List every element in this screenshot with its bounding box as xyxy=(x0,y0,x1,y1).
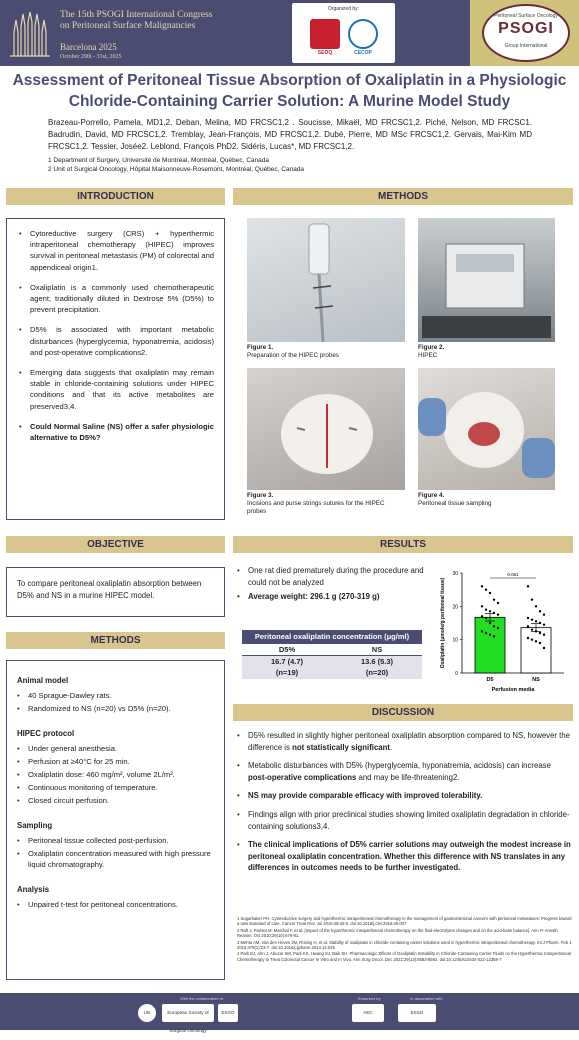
methods-bullet: • 40 Sprague-Dawley rats. xyxy=(17,690,214,701)
affiliations xyxy=(48,156,532,174)
methods-bullet: • Oxaliplatin dose: 460 mg/m², volume 2L/m². xyxy=(17,769,214,780)
data-point xyxy=(531,628,533,630)
header-banner xyxy=(0,0,579,66)
data-point xyxy=(497,627,499,629)
x-axis-label: Perfusion media xyxy=(491,687,535,693)
intro-bullet: • D5% is associated with important metabolic disturbances (hyperglycemia, hyponatremia, acidosis) and post-operative complications2. xyxy=(19,324,214,358)
data-point xyxy=(535,640,537,642)
methods-bullet: • Under general anesthesia. xyxy=(17,743,214,754)
results-header: RESULTS xyxy=(233,536,573,553)
methods-left-header: METHODS xyxy=(6,632,225,649)
figure-3-caption xyxy=(247,492,405,516)
methods-bullet: • Unpaired t-test for peritoneal concentrations. xyxy=(17,899,214,910)
data-point xyxy=(531,598,533,600)
methods-bullet: • Closed circuit perfusion. xyxy=(17,795,214,806)
association-label: In association with xyxy=(410,996,443,1001)
data-point xyxy=(543,633,545,635)
data-point xyxy=(497,613,499,615)
data-point xyxy=(493,612,495,614)
y-tick-label: 0 xyxy=(455,671,458,677)
data-point xyxy=(543,613,545,615)
results-bullet: • One rat died prematurely during the procedure and could not be analyzed xyxy=(237,565,427,588)
footer-banner xyxy=(0,993,579,1033)
figure-1-photo xyxy=(247,218,405,342)
data-point xyxy=(489,622,491,624)
figure-1-text: Preparation of the HIPEC probes xyxy=(247,352,340,359)
data-point xyxy=(539,622,541,624)
bar-ns xyxy=(521,628,551,673)
figure-2-label: Figure 2. xyxy=(418,344,445,351)
methods-box xyxy=(6,660,225,980)
cecop-logo xyxy=(348,19,378,49)
discussion-header: DISCUSSION xyxy=(233,704,573,721)
x-tick-label: NS xyxy=(532,677,540,683)
organized-by-label: Organized by: xyxy=(327,6,360,12)
introduction-header: INTRODUCTION xyxy=(6,188,225,205)
intro-question: • Could Normal Saline (NS) offer a safer physiologic alternative to D5%? xyxy=(19,421,214,443)
figure-3-label: Figure 3. xyxy=(247,492,274,499)
esgo-logo: ESGO xyxy=(218,1004,238,1022)
figure-2-photo xyxy=(418,218,555,342)
data-point xyxy=(535,620,537,622)
discussion-bullet: • Findings align with prior preclinical studies showing limited oxaliplatin degradation in chloride-containing solutions3,4. xyxy=(237,809,572,832)
y-tick-label: 10 xyxy=(452,637,458,644)
data-point xyxy=(527,637,529,639)
data-point xyxy=(539,632,541,634)
figure-2-text: HIPEC xyxy=(418,352,438,359)
psogi-top-text: Peritoneal Surface Oncology xyxy=(494,13,558,19)
ub-logo: UB xyxy=(138,1004,156,1022)
esso-society-logo: European Society of Surgical Oncology xyxy=(162,1004,214,1022)
figure-1-caption xyxy=(247,344,405,360)
references xyxy=(237,916,572,963)
data-point xyxy=(531,638,533,640)
psogi-bottom-text: Group International xyxy=(504,43,548,49)
table-col-d5: D5% xyxy=(242,644,332,656)
results-bullet: • Average weight: 296.1 g (270-319 g) xyxy=(237,591,427,603)
methods-right-header: METHODS xyxy=(233,188,573,205)
oxaliplatin-bar-chart xyxy=(432,565,572,700)
data-point xyxy=(489,592,491,594)
intro-bullet: • Oxaliplatin is a commonly used chemotherapeutic agent; traditionally diluted in Dextrose 5% (D5%) to prevent precipitation. xyxy=(19,282,214,316)
discussion-bullet: • NS may provide comparable efficacy with improved tolerability. xyxy=(237,790,572,802)
data-point xyxy=(489,633,491,635)
table-cell: (n=19) xyxy=(242,667,332,679)
objective-header: OBJECTIVE xyxy=(6,536,225,553)
data-point xyxy=(493,635,495,637)
methods-bullet: • Perfusion at ≥40°C for 25 min. xyxy=(17,756,214,767)
reference-item: 4 Park EJ, Ahn J, Abuzar SM, Park KS, Hwang SJ, Baik SH. Pharmacologic Effects of Oxaliplatin Instability in Chloride-Containing Carrier Fluids on the Hyperthermic Intraperitoneal Chemotherapy to Treat Colorectal Cancer In Vitro and In Vivo. Ann Surg Oncol. Dec 2022;29(13):8583-8592. doi:10.1245/s10434-022-12358-7 xyxy=(237,951,571,962)
psogi-acronym: PSOGI xyxy=(498,20,554,37)
analysis-title: Analysis xyxy=(17,885,50,894)
sampling-title: Sampling xyxy=(17,821,53,830)
figure-4-photo xyxy=(418,368,555,490)
seoq-label: SEOQ xyxy=(317,50,333,56)
hipec-protocol-title: HIPEC protocol xyxy=(17,729,75,738)
data-point xyxy=(489,610,491,612)
discussion-bullets xyxy=(237,730,572,881)
data-point xyxy=(535,630,537,632)
affiliation-1: 1 Department of Surgery, Université de Montréal, Montréal, Québec, Canada xyxy=(48,157,269,164)
seoq-logo xyxy=(310,19,340,49)
data-point xyxy=(485,617,487,619)
results-table xyxy=(242,630,422,679)
methods-bullet: • Oxaliplatin concentration measured with high pressure liquid chromatography. xyxy=(17,848,214,870)
figure-3-text: Incisions and purse strings sutures for the HIPEC probes xyxy=(247,500,385,515)
reference-item: 3 Mehta AM, Van den Hoven JM, Rosing H, et al. Stability of oxaliplatin in chloride-containing carrier solutions used in hyperthermic intraperitoneal chemotherapy. Int J Pharm. Feb 1 2015;479(1):23-7. doi:10.1016/j.ijpharm.2014.12.025 xyxy=(237,939,572,951)
author-list: Brazeau-Porrello, Pamela, MD1,2. Deban, Melina, MD FRCSC1,2 . Soucisse, Mikaël, MD FRCSC1,2. Piché, Nelson, MD FRCSC1. Badrudin, David, MD FRCSC1,2. Tremblay, Jean-François, MD FRCSC1,2. Dubé, Pierre, MD MSc FRCSC1,2. Gervais, Mai-Kim MD FRCSC1,2. Tessier, Josée2. Leblond, François PhD2. Sidéris, Lucas*, MD FRCSC1,2. xyxy=(48,118,532,151)
data-point xyxy=(543,647,545,649)
hipec-machine-illustration xyxy=(418,218,555,342)
figure-4-text: Peritoneal tissue sampling xyxy=(418,500,492,507)
y-tick-label: 30 xyxy=(452,571,458,577)
discussion-bullet: • Metabolic disturbances with D5% (hyperglycemia, hyponatremia, acidosis) can increase post-operative complications and may be life-threatening2. xyxy=(237,760,572,783)
table-title: Peritoneal oxaliplatin concentration (μg/ml) xyxy=(242,630,422,644)
table-col-ns: NS xyxy=(332,644,422,656)
intro-bullet: • Cytoreductive surgery (CRS) + hyperthermic intraperitoneal chemotherapy (HIPEC) improves survival in peritoneal metastasis (PM) of colorectal and appendiceal origin1. xyxy=(19,228,214,273)
tissue-sampling-illustration xyxy=(418,368,555,490)
poster-title: Assessment of Peritoneal Tissue Absorption of Oxaliplatin in a Physiologic Chloride-Containing Carrier Solution: A Murine Model Study xyxy=(12,72,567,110)
figure-4-caption xyxy=(418,492,555,508)
data-point xyxy=(539,642,541,644)
figure-1-label: Figure 1. xyxy=(247,344,274,351)
esso-logo: ESSO xyxy=(398,1004,436,1022)
congress-line-2: on Peritoneal Surface Malignancies xyxy=(60,21,196,31)
intro-bullet: • Emerging data suggests that oxaliplatin may remain stable in chloride-containing solutions under HIPEC conditions and that its active metabolites are preserved3,4. xyxy=(19,367,214,412)
bar-d5 xyxy=(475,617,505,673)
data-point xyxy=(481,615,483,617)
data-point xyxy=(543,623,545,625)
data-point xyxy=(485,632,487,634)
data-point xyxy=(481,630,483,632)
y-axis-label: Oxaliplatin (μmole/g peritoneal tissue) xyxy=(440,577,446,669)
discussion-bullet: • D5% resulted in slightly higher peritoneal oxaliplatin absorption compared to NS, however the difference is not statistically significant. xyxy=(237,730,572,753)
objective-box xyxy=(6,567,225,617)
sagrada-familia-logo xyxy=(6,12,54,58)
discussion-bullet: • The clinical implications of D5% carrier solutions may outweigh the modest increase in peritoneal oxaliplatin concentration. Whether this difference with NS translates in any differences in outcomes needs to be further investigated. xyxy=(237,839,572,874)
table-cell: (n=20) xyxy=(332,667,422,679)
data-point xyxy=(485,608,487,610)
methods-bullet: • Randomized to NS (n=20) vs D5% (n=20). xyxy=(17,703,214,714)
data-point xyxy=(481,585,483,587)
data-point xyxy=(493,598,495,600)
reference-item: 2 Raft J, Parisot M, Marchal F, et al. [Impact of the hyperthermic intraperitoneal chemotherapy on the fluid-electrolytes changes and on the acid-base balance]. Ann Fr Anesth Reanim. Oct 2010;29(10):676-81. xyxy=(237,927,558,939)
congress-line-1: The 15th PSOGI International Congress xyxy=(60,10,213,20)
methods-bullet: • Continuous monitoring of temperature. xyxy=(17,782,214,793)
figure-3-photo xyxy=(247,368,405,490)
data-point xyxy=(539,610,541,612)
data-point xyxy=(485,588,487,590)
congress-city: Barcelona 2025 xyxy=(60,42,117,52)
x-tick-label: D5 xyxy=(486,677,494,683)
p-value-label: 0.061 xyxy=(507,572,519,577)
data-point xyxy=(493,625,495,627)
congress-dates: October 29th - 31st, 2025 xyxy=(60,54,122,60)
data-point xyxy=(531,618,533,620)
methods-bullet: • Peritoneal tissue collected post-perfusion. xyxy=(17,835,214,846)
data-point xyxy=(497,602,499,604)
figure-4-label: Figure 4. xyxy=(418,492,445,499)
y-tick-label: 20 xyxy=(452,604,458,611)
collaboration-label: With the collaboration of xyxy=(180,996,223,1001)
endorsed-label: Endorsed by xyxy=(358,996,381,1001)
table-cell: 16.7 (4.7) xyxy=(242,655,332,667)
congress-block xyxy=(6,6,231,60)
figure-2-caption xyxy=(418,344,555,360)
data-point xyxy=(527,617,529,619)
hipec-probe-illustration xyxy=(247,218,405,342)
congress-name xyxy=(60,10,213,32)
aec-logo: AEC xyxy=(352,1004,384,1022)
introduction-box xyxy=(6,218,225,520)
affiliation-2: 2 Unit of Surgical Oncology, Hôpital Maisonneuve-Rosemont, Montréal, Québec, Canada xyxy=(48,166,305,173)
results-bullets xyxy=(237,565,427,606)
table-cell: 13.6 (5.3) xyxy=(332,655,422,667)
data-point xyxy=(535,605,537,607)
objective-text: To compare peritoneal oxaliplatin absorption between D5% and NS in a murine HIPEC model. xyxy=(17,579,202,600)
animal-model-title: Animal model xyxy=(17,676,69,685)
data-point xyxy=(527,625,529,627)
rat-incision-illustration xyxy=(247,368,405,490)
data-point xyxy=(527,585,529,587)
cecop-label: CECOP xyxy=(354,50,372,56)
data-point xyxy=(481,605,483,607)
reference-item: 1 Sugarbaker PH. Cytoreductive surgery and hyperthermic intraperitoneal chemotherapy in the management of gastrointestinal cancers with peritoneal metastases: Progress toward a new standard of care. Cancer Treat Rev. Jul 2016;48:42-9. doi:10.1016/j.ctrv.2016.06.007 xyxy=(237,916,572,927)
organizers-panel xyxy=(292,3,395,63)
